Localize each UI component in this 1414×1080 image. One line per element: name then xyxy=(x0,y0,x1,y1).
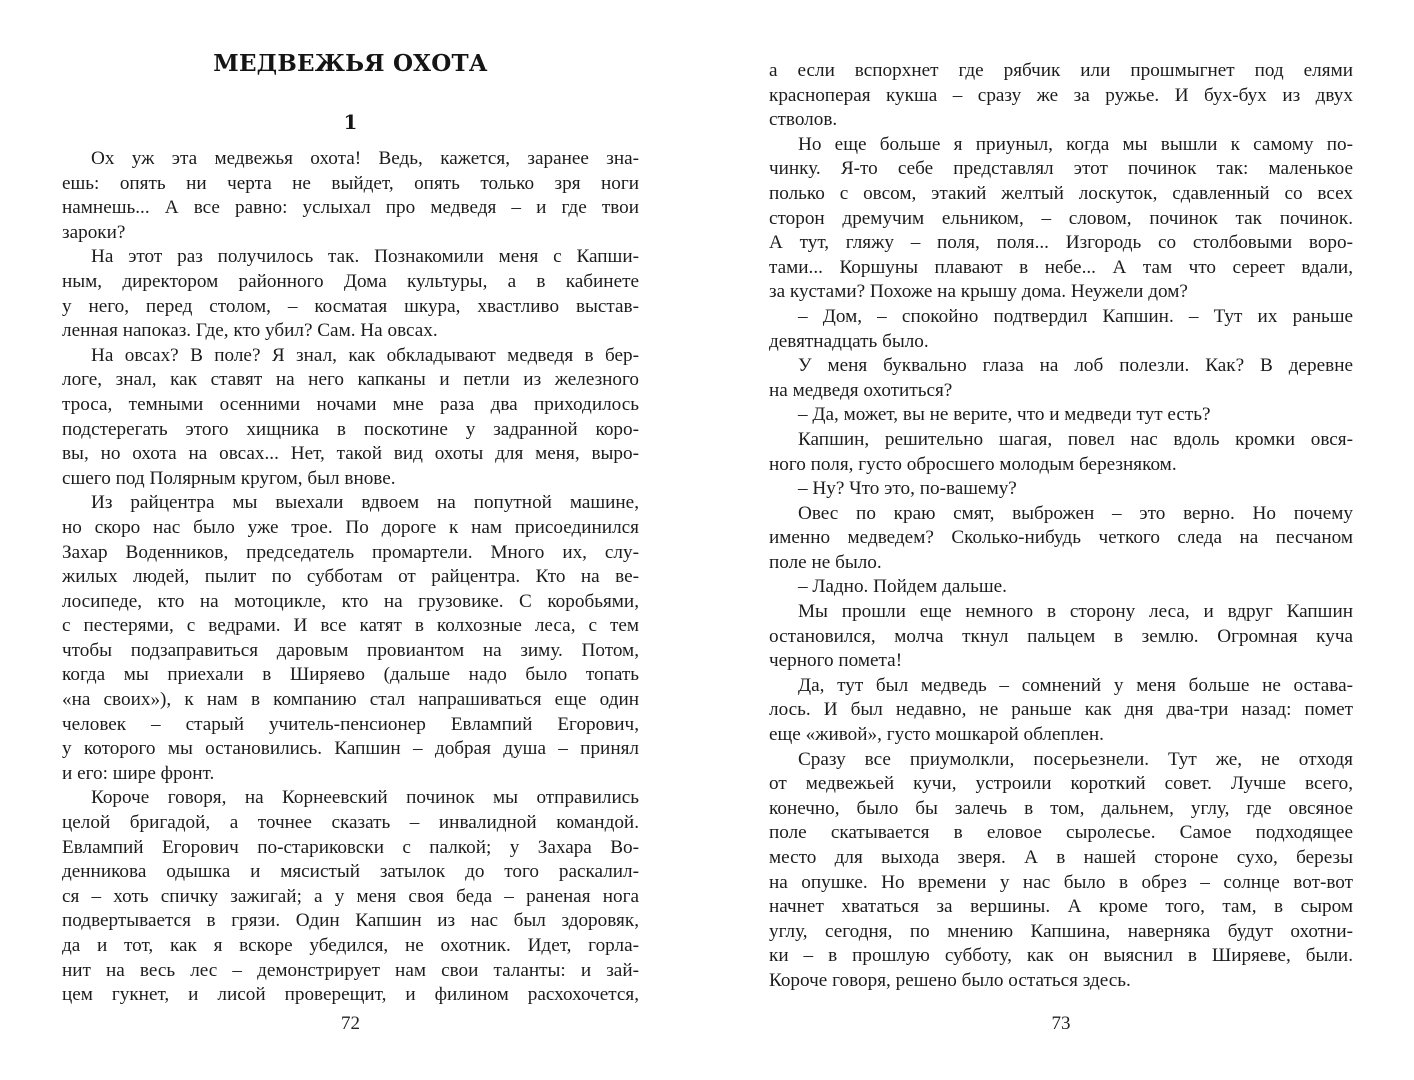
text-line: у него, перед столом, – косматая шкура, хвастливо выстав- xyxy=(62,295,639,317)
story-title: МЕДВЕЖЬЯ ОХОТА xyxy=(213,50,488,77)
text-line: у которого мы остановились. Капшин – добрая душа – принял xyxy=(62,738,639,760)
text-line: Захар Воденников, председатель промартели. Много их, слу- xyxy=(62,541,639,563)
text-line: Короче говоря, на Корнеевский починок мы отправились xyxy=(91,787,639,809)
text-line: Но еще больше я приуныл, когда мы вышли к самому по- xyxy=(798,133,1353,155)
text-line: и его: шире фронт. xyxy=(62,762,215,784)
text-line: лосипеде, кто на мотоцикле, кто на грузовике. С коробьями, xyxy=(62,590,639,612)
text-line: но скоро нас было уже трое. По дороге к нам присоединился xyxy=(62,516,639,538)
text-line: углу, сегодня, по мнению Капшина, наверняка будут охотни- xyxy=(769,920,1353,942)
text-line: а если вспорхнет где рябчик или прошмыгнет под елями xyxy=(769,60,1353,81)
right-page xyxy=(769,0,1353,1080)
text-line: начнет хвататься за вершины. А кроме того, там, в сыром xyxy=(769,896,1353,918)
text-line: намнешь... А все равно: услыхал про медведя – и где твои xyxy=(62,197,639,219)
text-line: остановился, молча ткнул пальцем в землю. Огромная куча xyxy=(769,625,1353,647)
text-line: чинку. Я-то себе представлял этот починок так: маленькое xyxy=(769,158,1353,180)
right-page-body xyxy=(769,59,1353,994)
text-line: вы, но охота на овсах... Нет, такой вид охоты для меня, выро- xyxy=(62,443,639,465)
text-line: Овес по краю смят, выброжен – это верно. Но почему xyxy=(798,502,1353,524)
text-line: лось. И был недавно, не раньше как дня два-три назад: помет xyxy=(769,699,1353,721)
text-line: стволов. xyxy=(769,109,838,131)
text-line: черного помета! xyxy=(769,650,903,672)
text-line: ешь: опять ни черта не выйдет, опять только зря ноги xyxy=(62,172,639,194)
text-line: Сразу все приумолкли, посерьезнели. Тут же, не отходя xyxy=(798,748,1353,770)
left-page-body xyxy=(62,147,639,1008)
text-line: «на своих»), к нам в компанию стал напрашиваться еще один xyxy=(62,689,639,711)
text-line: еще «живой», густо мошкарой облеплен. xyxy=(769,724,1104,746)
text-line: полько с овсом, этакий желтый лоскуток, сдавленный со всех xyxy=(769,182,1353,204)
text-line: зароки? xyxy=(62,221,126,243)
chapter-number: 1 xyxy=(343,110,358,134)
text-line: подстерегать этого хищника в поскотине у задранной коро- xyxy=(62,418,639,440)
text-line: да и тот, как я вскоре убедился, не охотник. Идет, горла- xyxy=(62,935,639,956)
text-line: цем гукнет, и лисой проверещит, и филином расхохочется, xyxy=(62,984,639,1006)
text-line: от медвежьей кучи, устроили короткий совет. Лучше всего, xyxy=(769,773,1353,795)
page-number-right: 73 xyxy=(1051,1013,1071,1034)
text-line: Мы прошли еще немного в сторону леса, и вдруг Капшин xyxy=(798,601,1353,623)
text-line: место для выхода зверя. А в нашей стороне сухо, березы xyxy=(769,847,1353,868)
text-line: ся – хоть спичку зажигай; а у меня своя беда – раненая нога xyxy=(62,885,639,907)
text-line: красноперая кукша – сразу же за ружье. И бух-бух из двух xyxy=(769,84,1353,106)
text-line: На овсах? В поле? Я знал, как обкладывают медведя в бер- xyxy=(91,344,639,366)
text-line: Да, тут был медведь – сомнений у меня больше не остава- xyxy=(798,674,1353,696)
text-line: с пестерями, с ведрами. И все катят в колхозные леса, с тем xyxy=(62,615,639,637)
text-line: – Ну? Что это, по-вашему? xyxy=(798,478,1017,500)
text-line: конечно, было бы залечь в том, дальнем, углу, где овсяное xyxy=(769,797,1353,819)
text-line: Капшин, решительно шагая, повел нас вдоль кромки овся- xyxy=(798,428,1353,450)
text-line: сшего под Полярным кругом, был внове. xyxy=(62,467,396,489)
text-line: за кустами? Похоже на крышу дома. Неужели дом? xyxy=(769,281,1188,303)
text-line: На этот раз получилось так. Познакомили меня с Капши- xyxy=(91,246,639,268)
text-line: сторон дремучим ельником, – словом, починок так починок. xyxy=(769,207,1353,229)
left-page xyxy=(62,0,639,1080)
text-line: человек – старый учитель-пенсионер Евлампий Егорович, xyxy=(62,713,639,735)
page-number-left: 72 xyxy=(341,1013,360,1034)
text-line: тами... Коршуны плавают в небе... А там что сереет вдали, xyxy=(769,256,1353,278)
text-line: девятнадцать было. xyxy=(769,330,929,352)
text-line: именно медведем? Сколько-нибудь четкого следа на песчаном xyxy=(769,527,1353,549)
text-line: Короче говоря, решено было остаться здесь. xyxy=(769,969,1131,991)
text-line: когда мы приехали в Ширяево (дальше надо было топать xyxy=(62,664,639,686)
text-line: поле скатывается в еловое сыролесье. Самое подходящее xyxy=(769,822,1353,844)
text-line: жилых людей, пылит по субботам от райцентра. Кто на ве- xyxy=(62,566,639,588)
text-line: подвертывается в грязи. Один Капшин из нас был здоровяк, xyxy=(62,910,639,932)
text-line: нит на весь лес – демонстрирует нам свои таланты: и зай- xyxy=(62,959,639,981)
text-line: А тут, гляжу – поля, поля... Изгородь со столбовыми воро- xyxy=(769,232,1353,254)
text-line: целой бригадой, а точнее сказать – инвалидной командой. xyxy=(62,812,639,834)
text-line: троса, темными осенними ночами мне раза два приходилось xyxy=(62,393,639,415)
text-line: У меня буквально глаза на лоб полезли. Как? В деревне xyxy=(798,355,1353,377)
text-line: ленная напоказ. Где, кто убил? Сам. На овсах. xyxy=(62,320,438,342)
text-line: на опушке. Но времени у нас было в обрез – солнце вот-вот xyxy=(769,871,1353,893)
text-line: ным, директором районного Дома культуры, а в кабинете xyxy=(62,270,639,292)
text-line: ки – в прошлую субботу, как он выяснил в Ширяеве, были. xyxy=(769,945,1353,967)
text-line: Евлампий Егорович по-стариковски с палкой; у Захара Во- xyxy=(62,836,639,858)
text-line: денникова одышка и мясистый затылок до того раскалил- xyxy=(62,861,639,883)
text-line: логе, знал, как ставят на него капканы и петли из железного xyxy=(62,369,639,391)
text-line: чтобы подзаправиться даровым провиантом на зиму. Потом, xyxy=(62,639,639,661)
text-line: ного поля, густо обросшего молодым березняком. xyxy=(769,453,1177,475)
text-line: – Да, может, вы не верите, что и медведи тут есть? xyxy=(798,404,1211,426)
text-line: поле не было. xyxy=(769,551,882,573)
text-line: – Ладно. Пойдем дальше. xyxy=(798,576,1007,598)
text-line: – Дом, – спокойно подтвердил Капшин. – Тут их раньше xyxy=(798,305,1353,327)
text-line: Из райцентра мы выехали вдвоем на попутной машине, xyxy=(91,492,639,514)
text-line: Ох уж эта медвежья охота! Ведь, кажется, заранее зна- xyxy=(91,148,639,169)
text-line: на медведя охотиться? xyxy=(769,379,953,401)
